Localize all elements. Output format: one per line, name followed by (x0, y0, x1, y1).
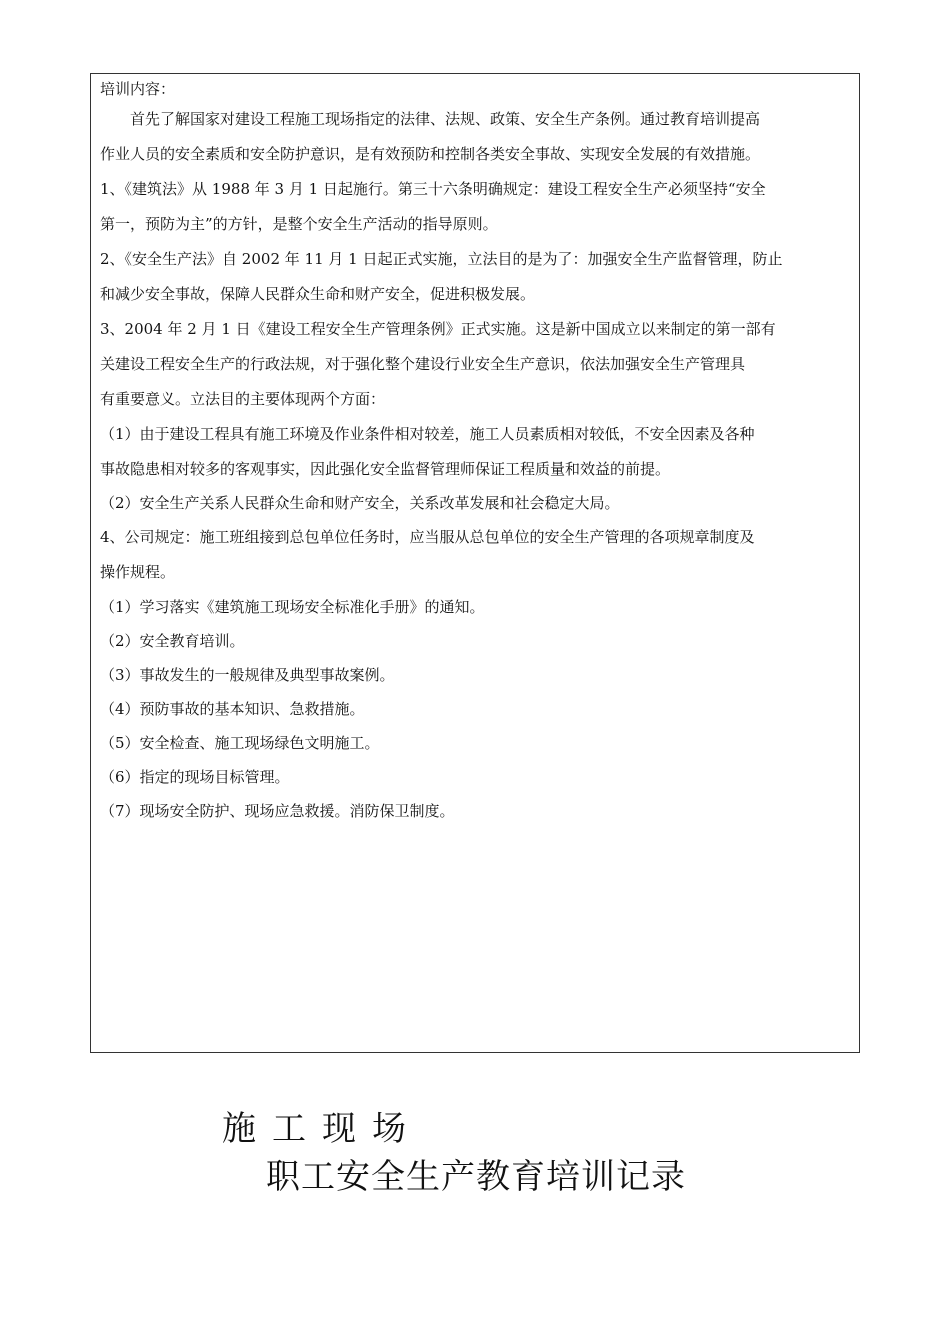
list-item: （4）预防事故的基本知识、急救措施。 (100, 700, 365, 718)
paragraph-line: 操作规程。 (100, 563, 176, 581)
paragraph-line: 第一，预防为主”的方针，是整个安全生产活动的指导原则。 (100, 215, 498, 233)
list-item: （1）学习落实《建筑施工现场安全标准化手册》的通知。 (100, 598, 485, 616)
paragraph-line: 关建设工程安全生产的行政法规，对于强化整个建设行业安全生产意识，依法加强安全生产管理具 (100, 355, 746, 373)
training-content-box (90, 73, 860, 1053)
paragraph-line: 3、2004 年 2 月 1 日《建设工程安全生产管理条例》正式实施。这是新中国成立以来制定的第一部有 (100, 320, 776, 338)
document-title-line1: 施工现场 (222, 1109, 422, 1149)
paragraph-line: 有重要意义。立法目的主要体现两个方面： (100, 390, 386, 408)
list-item: （3）事故发生的一般规律及典型事故案例。 (100, 666, 395, 684)
paragraph-line: （1）由于建设工程具有施工环境及作业条件相对较差，施工人员素质相对较低，不安全因素及各种 (100, 425, 755, 443)
list-item: （6）指定的现场目标管理。 (100, 768, 290, 786)
paragraph-line: （2）安全生产关系人民群众生命和财产安全，关系改革发展和社会稳定大局。 (100, 494, 620, 512)
paragraph-line: 事故隐患相对较多的客观事实，因此强化安全监督管理师保证工程质量和效益的前提。 (100, 460, 671, 478)
paragraph-line: 作业人员的安全素质和安全防护意识，是有效预防和控制各类安全事故、实现安全发展的有效措施。 (100, 145, 761, 163)
list-item: （7）现场安全防护、现场应急救援。消防保卫制度。 (100, 802, 455, 820)
paragraph-line: 4、公司规定：施工班组接到总包单位任务时，应当服从总包单位的安全生产管理的各项规章制度及 (100, 528, 755, 546)
paragraph-line: 首先了解国家对建设工程施工现场指定的法律、法规、政策、安全生产条例。通过教育培训提高 (130, 110, 761, 128)
paragraph-line: 和减少安全事故，保障人民群众生命和财产安全，促进积极发展。 (100, 285, 536, 303)
document-title-line2: 职工安全生产教育培训记录 (266, 1157, 686, 1197)
paragraph-line: 1、《建筑法》从 1988 年 3 月 1 日起施行。第三十六条明确规定：建设工程安全生产必须坚持“安全 (100, 180, 766, 198)
list-item: （5）安全检查、施工现场绿色文明施工。 (100, 734, 380, 752)
paragraph-line: 2、《安全生产法》自 2002 年 11 月 1 日起正式实施，立法目的是为了：加强安全生产监督管理，防止 (100, 250, 783, 268)
training-content-heading: 培训内容： (100, 80, 176, 98)
list-item: （2）安全教育培训。 (100, 632, 245, 650)
